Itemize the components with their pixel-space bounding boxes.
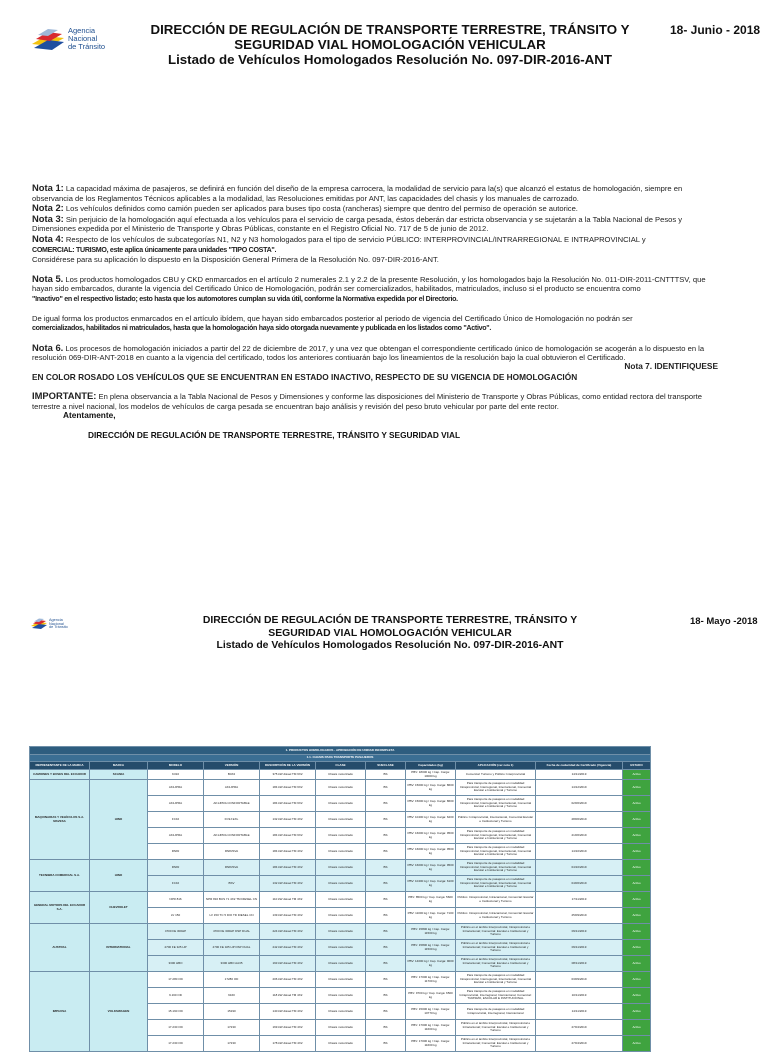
table-cell: AK1JPRA bbox=[148, 796, 204, 812]
signature-line: DIRECCIÓN DE REGULACIÓN DE TRANSPORTE TERRESTRE, TRÁNSITO Y SEGURIDAD VIAL bbox=[88, 430, 461, 440]
table-cell: RN8J bbox=[148, 860, 204, 876]
status-badge: Activo bbox=[623, 892, 651, 908]
table-cell: 9160 bbox=[204, 988, 260, 1004]
table-cell: 17.230 OD bbox=[148, 1036, 204, 1052]
table-cell: Para transporte de pasajeros en modalidad Intraprovincial, Interregional, Intercantonal, Comercial Escolar e Institucional y Turismo bbox=[456, 972, 536, 988]
note-1-label: Nota 1: bbox=[32, 182, 64, 193]
table-cell: PBV: 10400 kg / Cap. Carga: 6100 kg bbox=[406, 876, 456, 892]
table-header-cell: VERSIÓN bbox=[204, 762, 260, 770]
table-cell: RN8JSVA bbox=[204, 860, 260, 876]
table-cell: PBV: 16000 kg / Cap. Carga: 9500 kg bbox=[406, 844, 456, 860]
table-cell: Chasis motorizado bbox=[316, 876, 366, 892]
table-cell: BSV bbox=[204, 876, 260, 892]
page2-title-line-1: DIRECCIÓN DE REGULACIÓN DE TRANSPORTE TERRESTRE, TRÁNSITO Y bbox=[202, 615, 578, 626]
logo-line-2: Nacional bbox=[68, 34, 98, 44]
table-cell: Chasis motorizado bbox=[316, 1036, 366, 1052]
brand-cell: VOLKSWAGEN bbox=[90, 972, 148, 1052]
table-cell: AK1JPRA bbox=[148, 780, 204, 796]
table-cell: Chasis motorizado bbox=[316, 844, 366, 860]
table-cell: 25/09/2019 bbox=[536, 908, 623, 924]
status-badge: Activo bbox=[623, 972, 651, 988]
brand-cell: HINO bbox=[90, 860, 148, 892]
status-badge: Activo bbox=[623, 1004, 651, 1020]
table-cell: 14/10/2019 bbox=[536, 844, 623, 860]
table-cell: 14/11/2019 bbox=[536, 770, 623, 780]
note-5-paragraph-2-condition: comercializados, habilitados ni matriculados, hasta que la homologación haya sido otorgada nuevamente y publicada en los listados como "Activo". bbox=[32, 324, 492, 333]
note-3-label: Nota 3: bbox=[32, 212, 64, 224]
status-badge: Activo bbox=[623, 844, 651, 860]
table-row bbox=[30, 860, 651, 876]
table-cell: 21/06/2019 bbox=[536, 828, 623, 844]
important-label: IMPORTANTE: bbox=[32, 390, 97, 402]
pink-notice bbox=[32, 373, 718, 383]
table-cell: Chasis motorizado bbox=[316, 1004, 366, 1020]
note-5-paragraph-2-text: De igual forma los productos enmarcados en el artículo ibídem, que hayan sido embarcados posterior al periodo de vigencia del Certificado Único de Homologación no podrán ser bbox=[32, 313, 633, 323]
ant-logo-mark bbox=[30, 26, 66, 52]
table-cell: BS bbox=[366, 972, 406, 988]
note-7-label: Nota 7. IDENTIFIQUESE bbox=[624, 360, 718, 371]
table-cell: 9.160 OD bbox=[148, 988, 204, 1004]
logo-line-1: Agencia bbox=[68, 26, 96, 36]
table-cell: PBV: 11000 kg / Cap. Carga: 7100 kg bbox=[406, 908, 456, 924]
logo-small-line-1: Agencia bbox=[49, 617, 63, 622]
table-header-cell: DESCRIPCIÓN DE LA VERSIÓN bbox=[260, 762, 316, 770]
table-header-cell: ESTADO bbox=[623, 762, 651, 770]
homologation-table bbox=[29, 746, 651, 1052]
table-header-cell: SUBCLASE bbox=[366, 762, 406, 770]
status-badge: Activo bbox=[623, 988, 651, 1004]
note-4 bbox=[32, 234, 718, 265]
table-cell: 04/06/2019 bbox=[536, 876, 623, 892]
representative-cell: TECNIBRA COMERCIAL S.A. bbox=[30, 860, 90, 892]
atentamente: Atentamente, bbox=[63, 410, 116, 420]
status-badge: Activo bbox=[623, 828, 651, 844]
table-cell: 4700 FE 325 HP DSP DUAL bbox=[204, 940, 260, 956]
note-2-label: Nota 2: bbox=[32, 202, 64, 214]
table-cell: 27/04/2019 bbox=[536, 1036, 623, 1052]
status-badge: Activo bbox=[623, 770, 651, 780]
table-cell: PBV: 15000 kg / Cap. Carga: 8600 kg bbox=[406, 796, 456, 812]
page2-date: 18- Mayo -2018 bbox=[690, 616, 758, 627]
table-section-row bbox=[30, 747, 651, 755]
note-2 bbox=[32, 203, 718, 214]
table-cell: 206 kW diésel TM 4X2 bbox=[260, 972, 316, 988]
table-cell: 17.280 OD bbox=[148, 972, 204, 988]
table-cell: BS bbox=[366, 908, 406, 924]
note-4-label: Nota 4: bbox=[32, 232, 64, 244]
table-cell: B4X2 bbox=[204, 770, 260, 780]
table-cell: PBV: 16000 kg / Cap. Carga: 9500 kg bbox=[406, 860, 456, 876]
table-cell: Público en el ámbito Interprovincial, Intraprovincial e Intracantonal; Comercial: Escolar e Institucional y Turismo bbox=[456, 924, 536, 940]
representative-cell: CAMIONES Y BUSES DEL ECUADOR bbox=[30, 770, 90, 780]
table-cell: Chasis motorizado bbox=[316, 812, 366, 828]
status-badge: Activo bbox=[623, 940, 651, 956]
table-row bbox=[30, 924, 651, 940]
status-badge: Activo bbox=[623, 812, 651, 828]
table-cell: Público en el ámbito Interprovincial, Intraprovincial e Intracantonal; Comercial: Escolar e Institucional y Turismo bbox=[456, 940, 536, 956]
representative-cell: MAQUINARIAS Y VEHÍCULOS S.A. MAVESA bbox=[30, 780, 90, 860]
table-cell: 10/11/2019 bbox=[536, 988, 623, 1004]
table-cell: PBV: 14000 kg / Cap. Carga: 9000 kg bbox=[406, 956, 456, 972]
table-cell: BS bbox=[366, 988, 406, 1004]
table-cell: 17.230 OD bbox=[148, 1020, 204, 1036]
representative-cell: GENERAL MOTORS DEL ECUADOR S.A. bbox=[30, 892, 90, 924]
table-cell: 17230 bbox=[204, 1020, 260, 1036]
table-cell: Público: Intraprovincial, Intracantonal, Comercial: Escolar e Institucional y Turismo bbox=[456, 908, 536, 924]
table-cell: PBV: 8500 kg / Cap. Carga: 5600 kg bbox=[406, 892, 456, 908]
table-cell: Chasis motorizado bbox=[316, 956, 366, 972]
page2-title-block bbox=[150, 615, 630, 653]
table-cell: NPR 816 BUS 71 4X2 TM DIESEL CN bbox=[204, 892, 260, 908]
table-cell: BS bbox=[366, 796, 406, 812]
status-badge: Activo bbox=[623, 956, 651, 972]
table-cell: RN8JSVA bbox=[204, 844, 260, 860]
table-cell: BS bbox=[366, 844, 406, 860]
table-cell: 375 kW diésel TM 6X2 bbox=[260, 770, 316, 780]
table-cell: AK1JPRA CONFORTABLE bbox=[204, 796, 260, 812]
table-cell: 09/11/2019 bbox=[536, 940, 623, 956]
table-cell: 03/09/2019 bbox=[536, 972, 623, 988]
table-cell: BS bbox=[366, 940, 406, 956]
table-cell: 110 kW diésel TM 4X2 bbox=[260, 892, 316, 908]
note-4-text: Respecto de los vehículos de subcategorías N1, N2 y N3 homologados para el tipo de servicio PÚBLICO: INTERPROVINCIAL/INTRARREGIONAL E INTRAPROVINCIAL y bbox=[63, 234, 646, 244]
page1-title-block bbox=[120, 22, 660, 67]
table-cell: Chasis motorizado bbox=[316, 780, 366, 796]
note-1-text: La capacidad máxima de pasajeros, se definirá en función del diseño de la empresa carrocera, la modalidad de servicio para la(s) que alcanzó el estatus de homologación, siempre en observancia de los Reglamentos Técnicos aplicables a la modalidad, las Resoluciones emitidas por ANT, las capacidades del chasis y los manuales de carrozado. bbox=[32, 184, 683, 203]
brand-cell: HINO bbox=[90, 780, 148, 860]
table-cell: Público en el ámbito Interprovincial, Intraprovincial e Intracantonal; Comercial: Escolar e Institucional y Turismo bbox=[456, 1020, 536, 1036]
table-cell: PBV: 16000 kg / Cap. Carga: 9500 kg bbox=[406, 828, 456, 844]
table-cell: Público en el ámbito Interprovincial, Intraprovincial e Intracantonal; Comercial: Escolar e Institucional y Turismo bbox=[456, 956, 536, 972]
table-cell: 08/11/2019 bbox=[536, 956, 623, 972]
table-cell: 4700 FE 300HP DSP DUAL bbox=[204, 924, 260, 940]
table-cell: 184 kW diésel TM 6X2 bbox=[260, 796, 316, 812]
table-cell: NPR 816 bbox=[148, 892, 204, 908]
table-cell: PBV: 17000 kg / Cap. Carga: 11600 kg bbox=[406, 1020, 456, 1036]
table-header-cell: Fecha de caducidad de Certificado (Vigencia) bbox=[536, 762, 623, 770]
table-cell: 09/11/2019 bbox=[536, 924, 623, 940]
table-cell: 3300 HBO AA35 bbox=[204, 956, 260, 972]
table-cell: 184 kW diésel TM 6X2 bbox=[260, 828, 316, 844]
table-cell: 224 kW diésel TM 4X2 bbox=[260, 924, 316, 940]
representative-cell: IMPAUSA bbox=[30, 972, 90, 1052]
table-cell: Para transporte de pasajeros en modalidad Intraprovincial, Interregional, Intercantonal, Comercial Escolar e Institucional y Turismo bbox=[456, 780, 536, 796]
table-row bbox=[30, 892, 651, 908]
table-cell: PBV: 18000 kg / Cap. Carga: 10000 kg bbox=[406, 770, 456, 780]
table-header-cell: REPRESENTANTE DE LA MARCA bbox=[30, 762, 90, 770]
table-cell: BS bbox=[366, 1020, 406, 1036]
table-body bbox=[30, 747, 651, 1052]
table-cell: 17230 bbox=[204, 1036, 260, 1052]
table-cell: RN8J bbox=[148, 844, 204, 860]
table-header-cell: APLICACIÓN (ver nota 1) bbox=[456, 762, 536, 770]
table-cell: 4700 FE 325 HP bbox=[148, 940, 204, 956]
table-cell: BS bbox=[366, 770, 406, 780]
table-cell: 132 kW diésel TM 4X2 bbox=[260, 812, 316, 828]
table-cell: BS bbox=[366, 1036, 406, 1052]
table-cell: 178 kW diésel TM 4X2 bbox=[260, 1036, 316, 1052]
table-cell: 04/10/2019 bbox=[536, 860, 623, 876]
table-row bbox=[30, 972, 651, 988]
table-cell: 15190 bbox=[204, 1004, 260, 1020]
table-cell: BS bbox=[366, 812, 406, 828]
table-cell: 17/11/2019 bbox=[536, 892, 623, 908]
table-cell: FC9J bbox=[148, 812, 204, 828]
table-cell: AK1JPRA bbox=[204, 780, 260, 796]
note-3 bbox=[32, 214, 718, 234]
table-cell: PBV: 15000 kg / Cap. Carga: 8600 kg bbox=[406, 780, 456, 796]
table-cell: Público en el ámbito Interprovincial, Intraprovincial e Intracantonal; Comercial: Escolar e Institucional y Turismo bbox=[456, 1036, 536, 1052]
table-header-cell: CLASE bbox=[316, 762, 366, 770]
table-row bbox=[30, 780, 651, 796]
table-cell: Chasis motorizado bbox=[316, 988, 366, 1004]
table-cell: AK1JPRA CONFORTABLE bbox=[204, 828, 260, 844]
ant-logo-small-mark bbox=[30, 617, 48, 630]
table-cell: PBV: 17000 kg / Cap. Carga: 11600 kg bbox=[406, 1036, 456, 1052]
table-cell: BS bbox=[366, 892, 406, 908]
table-subsection-row bbox=[30, 755, 651, 762]
table-cell: BS bbox=[366, 924, 406, 940]
table-cell: Chasis motorizado bbox=[316, 828, 366, 844]
table-cell: 14/12/2019 bbox=[536, 780, 623, 796]
page1-title-line-3: Listado de Vehículos Homologados Resolución No. 097-DIR-2016-ANT bbox=[167, 52, 613, 67]
table-cell: Chasis motorizado bbox=[316, 770, 366, 780]
logo-small-line-2: Nacional bbox=[49, 621, 64, 626]
table-cell: 4700 FE 300HP bbox=[148, 924, 204, 940]
table-cell: LV 150 TC 5 DIO TD DIESEL CN bbox=[204, 908, 260, 924]
status-badge: Activo bbox=[623, 908, 651, 924]
note-4-condition: COMERCIAL: TURISMO, este aplica únicamente para unidades "TIPO COSTA". bbox=[32, 245, 277, 254]
table-cell: Público: Intraprovincial, Intracantonal, Comercial: Escolar e Institucional y Turismo bbox=[456, 892, 536, 908]
table-cell: 3300 HBO bbox=[148, 956, 204, 972]
representative-cell: AUSTRAL bbox=[30, 924, 90, 972]
table-cell: 14/11/2019 bbox=[536, 1004, 623, 1020]
page2-title-line-2: SEGURIDAD VIAL HOMOLOGACIÓN VEHICULAR bbox=[268, 627, 512, 639]
page1-date: 18- Junio - 2018 bbox=[670, 23, 761, 37]
logo-line-3: de Tránsito bbox=[68, 41, 106, 51]
table-cell: Chasis motorizado bbox=[316, 892, 366, 908]
table-header-cell: MARCA bbox=[90, 762, 148, 770]
table-cell: Para transporte de pasajeros en modalidad Intraprovincial, Interregional, Intercantonal, Comercial: TURISMO, ESCOLAR E INSTITUCIONAL bbox=[456, 988, 536, 1004]
table-cell: Chasis motorizado bbox=[316, 860, 366, 876]
pink-notice-text: EN COLOR ROSADO LOS VEHÍCULOS QUE SE ENCUENTRAN EN ESTADO INACTIVO, RESPECTO DE SU VIGENCIA DE HOMOLOGACIÓN bbox=[32, 371, 578, 382]
table-cell: Para transporte de pasajeros en modalidad Intraprovincial, Interregional, Intercantonal bbox=[456, 1004, 536, 1020]
status-badge: Activo bbox=[623, 924, 651, 940]
note-6-text: Los procesos de homologación iniciados a partir del 22 de diciembre de 2017, y una vez que obtengan el correspondiente certificado único de homologación se acogerán a lo dispuesto en la resolución 069-DIR-ANT-2018 en cuanto a la vigencia del certificado, todos los anteriores contiuarán bajo los lineamientos de la resolución bajo la cual obtuvieron el Certificado. bbox=[32, 343, 705, 363]
important-text: En plena observancia a la Tabla Nacional de Pesos y Dimensiones y conforme las disposiciones del Ministerio de Transporte y Obras Públicas, como entidad rectora del transporte terrestre a nivel nacional, los modelos de vehículos de carga pesada se encuentran bajo análisis y revisión del peso bruto vehicular por parte del ente rector. bbox=[32, 392, 702, 411]
table-section-title: 1. PRODUCTOS HOMOLOGADOS - APROBACIÓN DE UNIDAD INCOMPLETA bbox=[30, 747, 651, 755]
table-cell: PBV: 15800 kg / Cap. Carga: 11500 kg bbox=[406, 940, 456, 956]
table-cell: 27/04/2019 bbox=[536, 1020, 623, 1036]
notes-section bbox=[32, 183, 718, 411]
table-cell: 17280 OD bbox=[204, 972, 260, 988]
table-cell: Para transporte de pasajeros en modalidad Intraprovincial, Interregional, Intercantonal, Comercial Escolar e Institucional y Turismo bbox=[456, 844, 536, 860]
table-cell: Comercial: Turismo y Público: Interprovincial bbox=[456, 770, 536, 780]
table-cell: PBV: 17000 kg / Cap. Carga: 11700 kg bbox=[406, 972, 456, 988]
note-6 bbox=[32, 343, 718, 363]
table-cell: Para transporte de pasajeros en modalidad Intraprovincial, Interregional, Intercantonal, Comercial Escolar e Institucional y Turismo bbox=[456, 876, 536, 892]
table-cell: AK1JPRA bbox=[148, 828, 204, 844]
status-badge: Activo bbox=[623, 860, 651, 876]
note-5-text: Los productos homologados CBU y CKD enmarcados en el artículo 2 numerales 2.1 y 2.2 de la presente Resolución, y los homologados bajo la Resolución No. 011-DIR-2011-CNTTTSV, que hayan sido embarcados, durante la vigencia del Certificado Único de Homologación, podrán ser comercializados, habilitados, matriculados, incluso si el producto se encuentra como bbox=[32, 274, 706, 294]
note-5-condition: "Inactivo" en el respectivo listado; esto hasta que los automotores cumplan su vida útil, conforme la Normativa expedida por el Directorio. bbox=[32, 294, 458, 303]
table-subsection-title: 1.1. CHASIS PARA TRANSPORTE PASAJEROS bbox=[30, 755, 651, 762]
table-cell: 169 kW diésel TM 4X2 bbox=[260, 1020, 316, 1036]
table-cell: 28/06/2019 bbox=[536, 812, 623, 828]
table-cell: 242 kW diésel TM 4X2 bbox=[260, 940, 316, 956]
table-cell: 15.190 OD bbox=[148, 1004, 204, 1020]
note-3-text: Sin perjuicio de la homologación aquí efectuada a los vehículos para el servicio de carga pesada, éstos deberán dar estricta observancia y se sujetarán a la Tabla Nacional de Pesos y Dimensiones expedida por el Ministerio de Transporte y Obras Públicas, constante en el Registro Oficial No. 717 de 5 de junio de 2012. bbox=[32, 214, 683, 234]
table-cell: LV 150 bbox=[148, 908, 204, 924]
status-badge: Activo bbox=[623, 1020, 651, 1036]
logo-small-line-3: de Tránsito bbox=[49, 625, 68, 630]
status-badge: Activo bbox=[623, 796, 651, 812]
table-cell: Para transporte de pasajeros en modalidad Intraprovincial, Interregional, Intercantonal, Comercial Escolar e Institucional y Turismo bbox=[456, 828, 536, 844]
status-badge: Activo bbox=[623, 1036, 651, 1052]
note-7 bbox=[32, 362, 718, 372]
table-cell: Para transporte de pasajeros en modalidad Intraprovincial, Interregional, Intercantonal, Comercial Escolar e Institucional y Turismo bbox=[456, 796, 536, 812]
table-cell: BS bbox=[366, 860, 406, 876]
table-cell: 184 kW diésel TM 4X2 bbox=[260, 860, 316, 876]
table-cell: Público: Intraprovincial, Intercantonal, Comercial Escolar e Institucional y Turismo bbox=[456, 812, 536, 828]
page1-title-line-2: SEGURIDAD VIAL HOMOLOGACIÓN VEHICULAR bbox=[234, 37, 546, 52]
table-cell: K310 bbox=[148, 770, 204, 780]
table-header-row bbox=[30, 762, 651, 770]
table-cell: 184 kW diésel TM 6X2 bbox=[260, 780, 316, 796]
brand-cell: CHEVROLET bbox=[90, 892, 148, 924]
note-5 bbox=[32, 274, 718, 305]
page1-title-line-1: DIRECCIÓN DE REGULACIÓN DE TRANSPORTE TERRESTRE, TRÁNSITO Y bbox=[150, 22, 630, 37]
table-cell: PBV: 15000 kg / Cap. Carga: 10770 kg bbox=[406, 1004, 456, 1020]
table-cell: BS bbox=[366, 780, 406, 796]
table-cell: Chasis motorizado bbox=[316, 908, 366, 924]
table-cell: PBV: 15800 kg / Cap. Carga: 11500 kg bbox=[406, 924, 456, 940]
table-cell: 140 kW diésel TM 4X2 bbox=[260, 1004, 316, 1020]
note-5-paragraph-2 bbox=[32, 314, 718, 334]
note-5-label: Nota 5. bbox=[32, 272, 64, 284]
note-1 bbox=[32, 183, 718, 203]
table-cell: 118 kW diésel TM 4X2 bbox=[260, 988, 316, 1004]
table-cell: BS bbox=[366, 1004, 406, 1020]
note-6-label: Nota 6. bbox=[32, 341, 64, 353]
note-2-text: Los vehículos definidos como camión pueden ser aplicados para buses tipo costa (rancheras) siempre que dentro del permiso de operación se autorice. bbox=[63, 204, 578, 214]
table-cell: FC9J EXL bbox=[204, 812, 260, 828]
table-cell: 184 kW diésel TM 4X2 bbox=[260, 844, 316, 860]
status-badge: Activo bbox=[623, 780, 651, 796]
table-cell: BS bbox=[366, 876, 406, 892]
note-4-tail: Considérese para su aplicación lo dispuesto en la Disposición General Primera de la Resolución No. 097-DIR-2016-ANT. bbox=[32, 255, 439, 265]
table-cell: FC9J bbox=[148, 876, 204, 892]
table-cell: Chasis motorizado bbox=[316, 796, 366, 812]
table-cell: BS bbox=[366, 956, 406, 972]
table-cell: Chasis motorizado bbox=[316, 924, 366, 940]
brand-cell: SCANIA bbox=[90, 770, 148, 780]
table-cell: Para transporte de pasajeros en modalidad Intraprovincial, Interregional, Intercantonal, Comercial Escolar e Institucional y Turismo bbox=[456, 860, 536, 876]
table-cell: 132 kW diésel TM 4X2 bbox=[260, 876, 316, 892]
status-badge: Activo bbox=[623, 876, 651, 892]
table-cell: 139 kW diésel TM 4X2 bbox=[260, 908, 316, 924]
table-cell: 193 kW diésel TM 4X2 bbox=[260, 956, 316, 972]
table-header-cell: MODELO bbox=[148, 762, 204, 770]
table-header-cell: Capacidades (kg) bbox=[406, 762, 456, 770]
table-cell: PBV: 10400 kg / Cap. Carga: 6200 kg bbox=[406, 812, 456, 828]
important-note bbox=[32, 391, 718, 411]
table-cell: PBV: 9700 kg / Cap. Carga: 6500 kg bbox=[406, 988, 456, 1004]
ant-logo bbox=[30, 26, 105, 52]
table-row bbox=[30, 770, 651, 780]
page2-title-line-3: Listado de Vehículos Homologados Resolución No. 097-DIR-2016-ANT bbox=[216, 640, 564, 651]
table-cell: Chasis motorizado bbox=[316, 972, 366, 988]
brand-cell: INTERNATIONAL bbox=[90, 924, 148, 972]
table-cell: BS bbox=[366, 828, 406, 844]
table-cell: 02/06/2019 bbox=[536, 796, 623, 812]
table-cell: Chasis motorizado bbox=[316, 1020, 366, 1036]
table-cell: Chasis motorizado bbox=[316, 940, 366, 956]
ant-logo-small bbox=[30, 617, 68, 630]
